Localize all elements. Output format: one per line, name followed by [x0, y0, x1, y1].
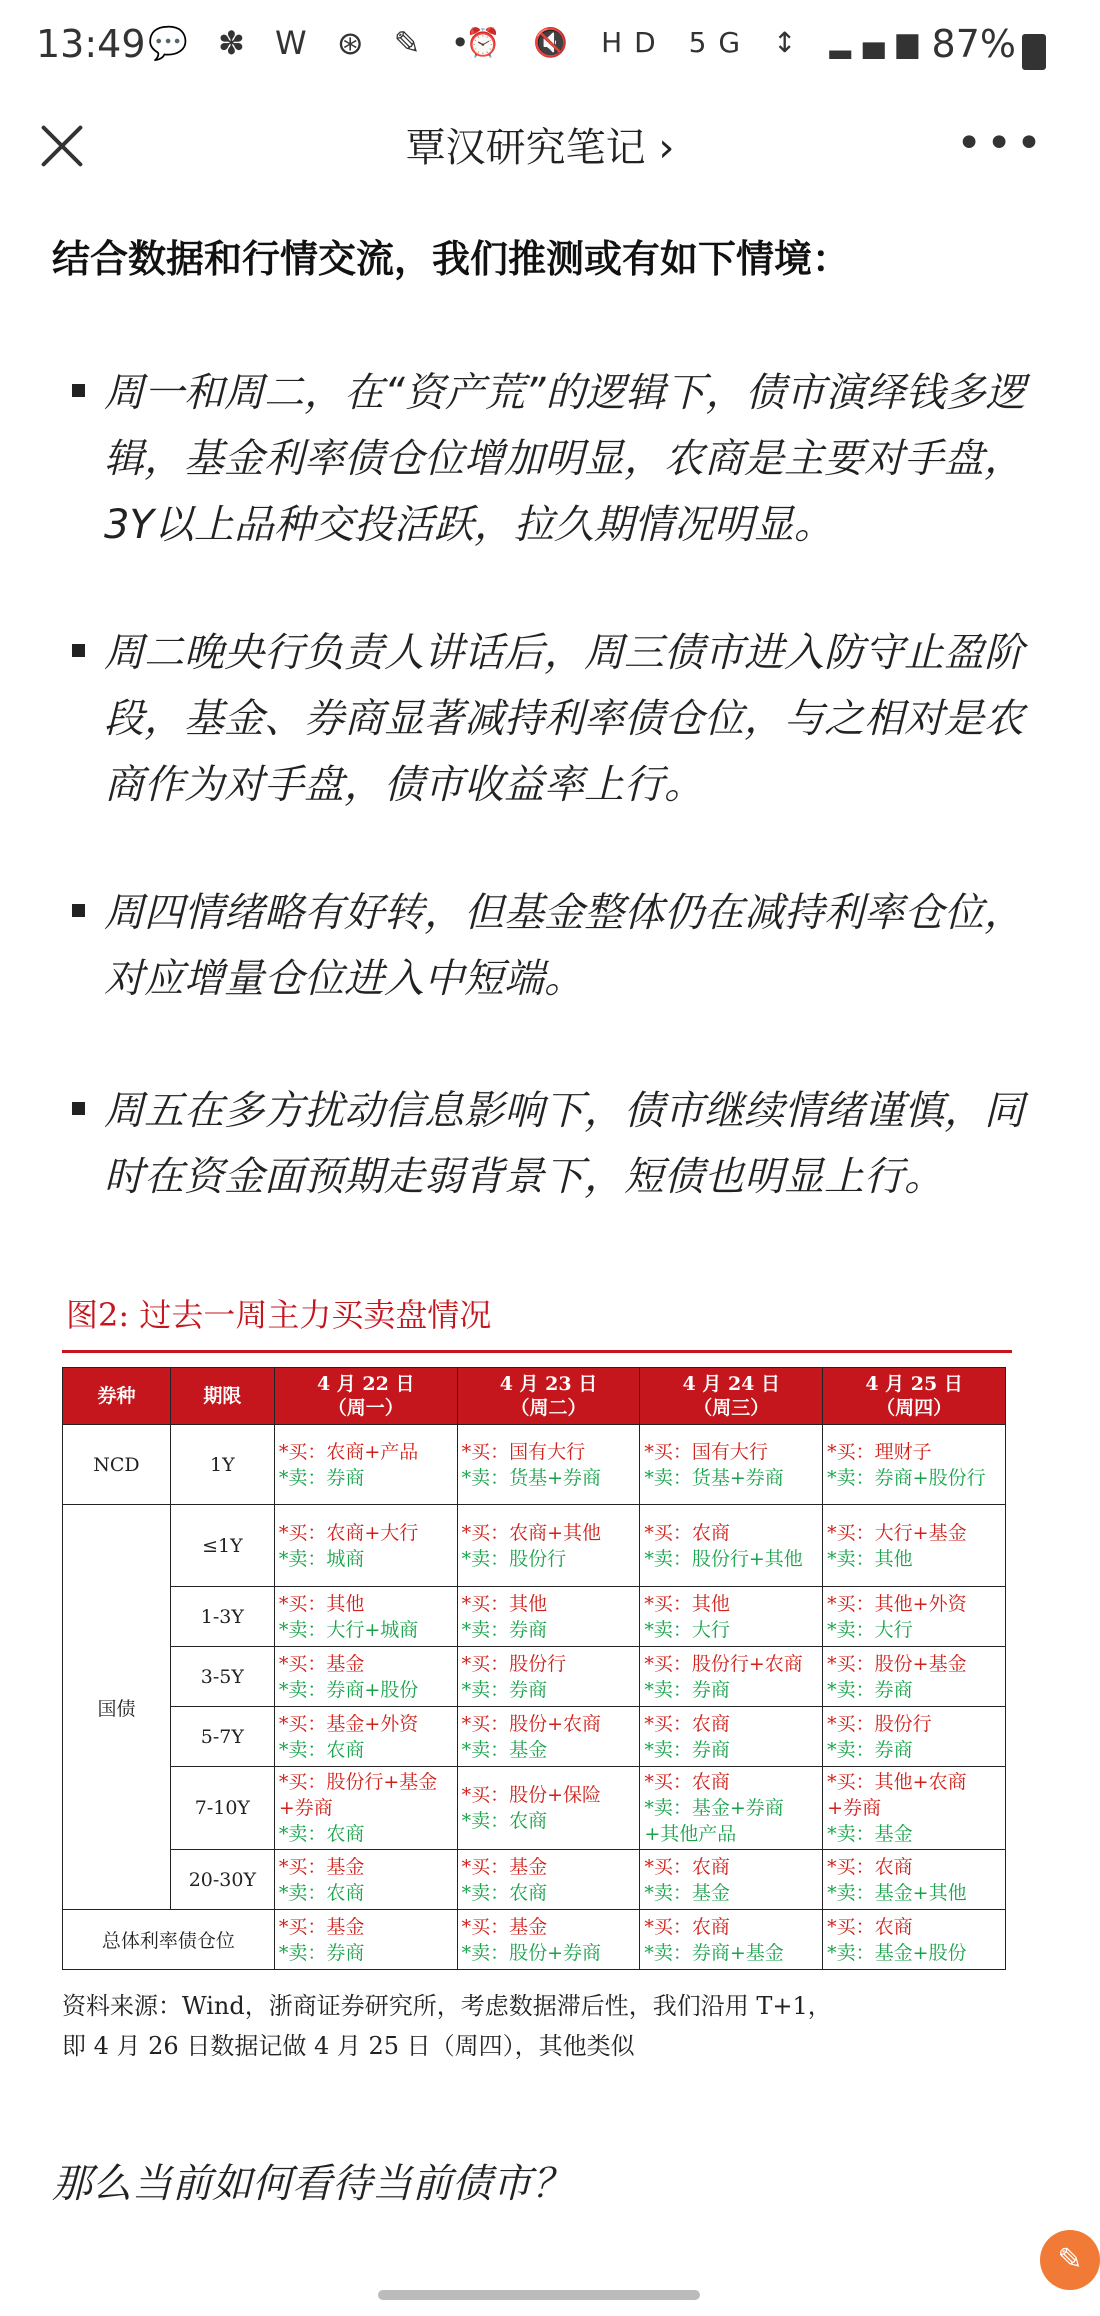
trade-cell	[823, 1707, 1006, 1767]
term-cell: 1Y	[170, 1425, 274, 1505]
sell-text: *卖：券商	[461, 1678, 548, 1701]
trade-cell	[640, 1767, 823, 1850]
sell-text: *卖：货基+券商	[461, 1466, 602, 1489]
figure-title-rule	[62, 1350, 1012, 1353]
table-row	[63, 1767, 1006, 1850]
term-cell: ≤1Y	[170, 1505, 274, 1587]
source-line: 资料来源：Wind，浙商证券研究所，考虑数据滞后性，我们沿用 T+1，	[62, 1992, 832, 2020]
notification-icons: 💬 ✽ W ⊛ ✎ •	[148, 24, 480, 62]
trade-cell	[640, 1910, 823, 1970]
sell-text: *卖：券商+股份	[278, 1678, 419, 1701]
buy-text: *买：股份行	[461, 1652, 567, 1675]
buy-text: *买：大行+基金	[827, 1521, 967, 1544]
trade-cell	[274, 1850, 457, 1910]
buy-text: *买：农商	[827, 1915, 913, 1938]
bullet-square-icon	[72, 904, 85, 917]
bullet-text: 周五在多方扰动信息影响下，债市继续情绪谨慎，同时在资金面预期走弱背景下，短债也明显上行。	[104, 1088, 1024, 1200]
buy-text: *买：基金	[461, 1855, 548, 1878]
trade-cell	[640, 1425, 823, 1505]
bullet-item	[72, 1078, 1032, 1210]
sell-text: *卖：农商	[278, 1823, 365, 1845]
buy-text: *买：农商	[644, 1521, 730, 1544]
sell-text: *卖：农商	[461, 1810, 548, 1832]
figure-image[interactable]	[62, 1290, 1012, 2066]
trade-cell	[640, 1505, 823, 1587]
trade-cell	[823, 1587, 1006, 1647]
figure-title: 图2: 过去一周主力买卖盘情况	[66, 1296, 492, 1334]
sell-text: *卖：农商	[278, 1881, 365, 1904]
buy-text: *买：股份行+基金+券商	[278, 1771, 438, 1819]
trade-cell	[457, 1850, 640, 1910]
trade-cell	[640, 1647, 823, 1707]
sell-text: *卖：股份行+其他	[644, 1547, 803, 1570]
trade-cell	[274, 1767, 457, 1850]
trade-cell	[823, 1767, 1006, 1850]
col-header-term: 期限	[170, 1368, 274, 1425]
buy-text: *买：股份+基金	[827, 1652, 967, 1675]
trade-cell	[640, 1707, 823, 1767]
sell-text: *卖：券商	[827, 1678, 913, 1701]
system-icons: ⏰ 🔇 HD 5G ↕ ▂▄▆	[465, 26, 930, 59]
buy-text: *买：基金	[278, 1855, 365, 1878]
sell-text: *卖：券商	[644, 1678, 730, 1701]
bullet-text: 周一和周二，在“资产荒”的逻辑下，债市演绎钱多逻辑，基金利率债仓位增加明显，农商是主要对手盘，3Y以上品种交投活跃，拉久期情况明显。	[104, 370, 1026, 548]
category-gov: 国债	[63, 1505, 171, 1910]
battery-percent: 87%	[931, 22, 1016, 66]
sell-text: *卖：券商	[644, 1738, 730, 1761]
sell-text: *卖：其他	[827, 1547, 913, 1570]
sell-text: *卖：基金	[461, 1738, 548, 1761]
table-row	[63, 1707, 1006, 1767]
term-cell: 5-7Y	[170, 1707, 274, 1767]
trade-cell	[823, 1425, 1006, 1505]
sell-text: *卖：股份+券商	[461, 1941, 602, 1964]
buy-text: *买：股份+农商	[461, 1712, 602, 1735]
sell-text: *卖：券商	[278, 1941, 365, 1964]
trade-cell	[457, 1425, 640, 1505]
buy-text: *买：基金	[278, 1915, 365, 1938]
sell-text: *卖：券商	[278, 1466, 365, 1489]
trade-cell	[274, 1505, 457, 1587]
bullet-text: 周四情绪略有好转，但基金整体仍在减持利率仓位，对应增量仓位进入中短端。	[104, 890, 1024, 1002]
trade-cell	[274, 1707, 457, 1767]
table-row	[63, 1505, 1006, 1587]
buy-text: *买：其他+外资	[827, 1592, 967, 1615]
trade-cell	[640, 1850, 823, 1910]
table-row	[63, 1425, 1006, 1505]
sell-text: *卖：农商	[278, 1738, 365, 1761]
trade-cell	[274, 1910, 457, 1970]
trade-cell	[457, 1767, 640, 1850]
buy-text: *买：农商	[644, 1771, 730, 1793]
bullet-item	[72, 620, 1032, 818]
trade-cell	[457, 1707, 640, 1767]
bullet-item	[72, 880, 1032, 1012]
buy-text: *买：其他	[461, 1592, 548, 1615]
trade-cell	[274, 1647, 457, 1707]
buy-text: *买：股份行+农商	[644, 1652, 803, 1675]
trade-cell	[823, 1910, 1006, 1970]
trade-cell	[823, 1850, 1006, 1910]
trade-cell	[274, 1425, 457, 1505]
buy-text: *买：农商	[827, 1855, 913, 1878]
status-time: 13:49	[36, 22, 146, 66]
source-line: 即 4 月 26 日数据记做 4 月 25 日（周四），其他类似	[62, 2032, 635, 2060]
category-total: 总体利率债仓位	[63, 1910, 275, 1970]
category-ncd: NCD	[63, 1425, 171, 1505]
sell-text: *卖：券商+基金	[644, 1941, 784, 1964]
bullet-square-icon	[72, 1102, 85, 1115]
sell-text: *卖：券商	[461, 1618, 548, 1641]
buy-text: *买：农商+其他	[461, 1521, 602, 1544]
col-header-wed: 4 月 24 日 （周三）	[640, 1368, 823, 1425]
sell-text: *卖：基金+股份	[827, 1941, 967, 1964]
trade-cell	[823, 1505, 1006, 1587]
table-header-row	[63, 1368, 1006, 1425]
figure-source	[62, 1986, 1012, 2066]
buy-text: *买：股份行	[827, 1712, 932, 1735]
sell-text: *卖：券商+股份行	[827, 1466, 986, 1489]
sell-text: *卖：基金+券商+其他产品	[644, 1797, 784, 1845]
sell-text: *卖：货基+券商	[644, 1466, 784, 1489]
lead-paragraph: 结合数据和行情交流，我们推测或有如下情境：	[52, 237, 851, 281]
sell-text: *卖：基金	[827, 1823, 913, 1845]
sell-text: *卖：农商	[461, 1881, 548, 1904]
buy-text: *买：农商+产品	[278, 1440, 419, 1463]
closing-question: 那么当前如何看待当前债市？	[52, 2161, 572, 2207]
sell-text: *卖：大行	[827, 1618, 913, 1641]
account-title[interactable]: 覃汉研究笔记 ›	[405, 125, 675, 171]
buy-text: *买：农商+大行	[278, 1521, 419, 1544]
col-header-thu: 4 月 25 日 （周四）	[823, 1368, 1006, 1425]
battery-icon	[1022, 34, 1046, 70]
col-header-bond: 券种	[63, 1368, 171, 1425]
buy-text: *买：其他+农商+券商	[827, 1771, 967, 1819]
col-header-tue: 4 月 23 日 （周二）	[457, 1368, 640, 1425]
bullet-square-icon	[72, 384, 85, 397]
trade-cell	[457, 1647, 640, 1707]
sell-text: *卖：基金+其他	[827, 1881, 967, 1904]
table-row	[63, 1587, 1006, 1647]
buy-text: *买：农商	[644, 1915, 730, 1938]
table-row	[63, 1850, 1006, 1910]
term-cell: 1-3Y	[170, 1587, 274, 1647]
sell-text: *卖：大行+城商	[278, 1618, 419, 1641]
app-header	[0, 96, 1080, 196]
bullet-text: 周二晚央行负责人讲话后，周三债市进入防守止盈阶段，基金、券商显著减持利率债仓位，与之相对是农商作为对手盘，债市收益率上行。	[104, 630, 1024, 808]
buy-text: *买：农商	[644, 1712, 730, 1735]
sell-text: *卖：大行	[644, 1618, 730, 1641]
trade-cell	[457, 1910, 640, 1970]
term-cell: 3-5Y	[170, 1647, 274, 1707]
buy-text: *买：国有大行	[461, 1440, 586, 1463]
buy-text: *买：其他	[644, 1592, 730, 1615]
sell-text: *卖：券商	[827, 1738, 913, 1761]
buy-text: *买：国有大行	[644, 1440, 768, 1463]
bullet-square-icon	[72, 644, 85, 657]
home-indicator[interactable]	[378, 2290, 700, 2300]
sell-text: *卖：城商	[278, 1547, 365, 1570]
trade-cell	[274, 1587, 457, 1647]
sell-text: *卖：基金	[644, 1881, 730, 1904]
buy-text: *买：股份+保险	[461, 1784, 602, 1806]
trade-cell	[457, 1587, 640, 1647]
bullet-item	[72, 360, 1032, 558]
table-row	[63, 1910, 1006, 1970]
trade-cell	[457, 1505, 640, 1587]
term-cell: 20-30Y	[170, 1850, 274, 1910]
buy-text: *买：农商	[644, 1855, 730, 1878]
trade-cell	[823, 1647, 1006, 1707]
edit-float-icon[interactable]: ✎	[1040, 2230, 1100, 2290]
status-bar	[0, 0, 1080, 96]
buy-text: *买：其他	[278, 1592, 365, 1615]
more-menu-icon[interactable]: •••	[956, 118, 1046, 169]
buy-text: *买：理财子	[827, 1440, 932, 1463]
buy-text: *买：基金	[278, 1652, 365, 1675]
term-cell: 7-10Y	[170, 1767, 274, 1850]
table-row	[63, 1647, 1006, 1707]
sell-text: *卖：股份行	[461, 1547, 567, 1570]
col-header-mon: 4 月 22 日 （周一）	[274, 1368, 457, 1425]
trading-table	[62, 1367, 1006, 1970]
trade-cell	[640, 1587, 823, 1647]
buy-text: *买：基金	[461, 1915, 548, 1938]
buy-text: *买：基金+外资	[278, 1712, 419, 1735]
